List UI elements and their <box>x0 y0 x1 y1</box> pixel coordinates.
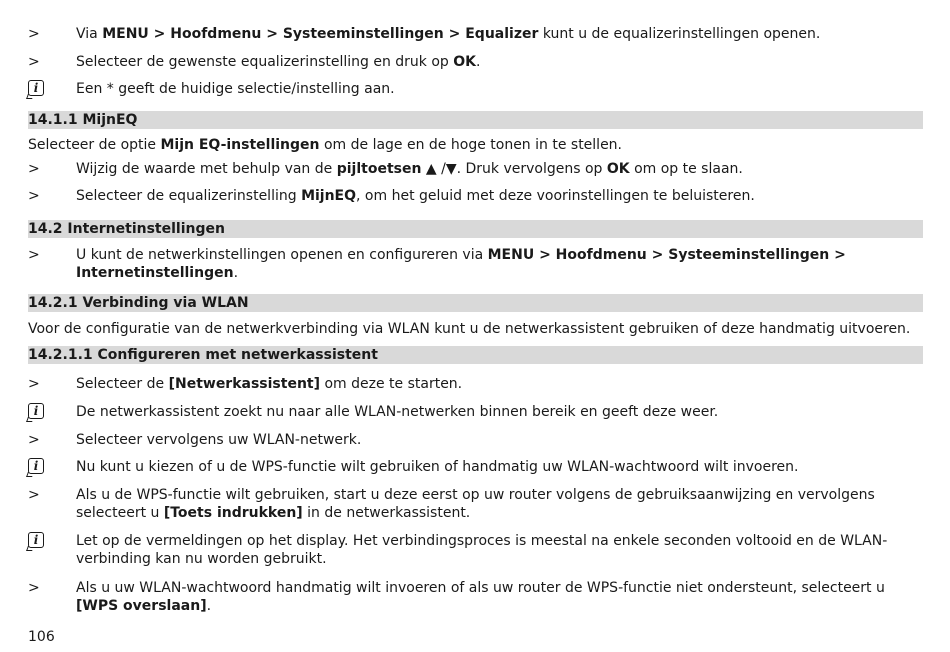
list-item-text: Wijzig de waarde met behulp van de pijltoetsen ▲ /▼. Druk vervolgens op OK om op te slaan. <box>76 161 743 177</box>
info-note <box>28 532 923 568</box>
section-heading: 14.2 Internetinstellingen <box>28 220 923 238</box>
list-item <box>28 246 923 282</box>
list-item <box>28 486 923 522</box>
list-item-text: Selecteer de equalizerinstelling MijnEQ, om het geluid met deze voorinstellingen te beluisteren. <box>76 188 755 204</box>
bullet-marker: > <box>28 376 40 392</box>
list-item-text: Als u de WPS-functie wilt gebruiken, start u deze eerst op uw router volgens de gebruiksaanwijzing en vervolgens selecteert u [Toets indrukken] in de netwerkassistent. <box>76 487 875 521</box>
page-number: 106 <box>28 629 55 645</box>
bullet-marker: > <box>28 247 40 263</box>
bullet-marker: > <box>28 161 40 177</box>
section-heading: 14.2.1 Verbinding via WLAN <box>28 294 923 312</box>
note-text: De netwerkassistent zoekt nu naar alle WLAN-netwerken binnen bereik en geeft deze weer. <box>76 404 719 420</box>
bullet-marker: > <box>28 487 40 503</box>
info-icon <box>28 403 44 419</box>
bullet-marker: > <box>28 188 40 204</box>
list-item-text: Selecteer vervolgens uw WLAN-netwerk. <box>76 432 362 448</box>
list-item <box>28 579 923 615</box>
note-text: Nu kunt u kiezen of u de WPS-functie wilt gebruiken of handmatig uw WLAN-wachtwoord wilt invoeren. <box>76 459 799 475</box>
info-icon <box>28 80 44 96</box>
note-text: Let op de vermeldingen op het display. Het verbindingsproces is meestal na enkele seconden voltooid en de WLAN- verbinding kan nu worden gebruikt. <box>76 533 888 567</box>
list-item-text: Als u uw WLAN-wachtwoord handmatig wilt invoeren of als uw router de WPS-functie niet ondersteunt, selecteert u [WPS overslaan]. <box>76 580 885 614</box>
paragraph: Selecteer de optie Mijn EQ-instellingen om de lage en de hoge tonen in te stellen. <box>28 137 623 153</box>
list-item-text: U kunt de netwerkinstellingen openen en configureren via MENU > Hoofdmenu > Systeeminstellingen > Internetinstellingen. <box>76 247 846 281</box>
bullet-marker: > <box>28 580 40 596</box>
bullet-marker: > <box>28 26 40 42</box>
bullet-marker: > <box>28 432 40 448</box>
section-heading: 14.2.1.1 Configureren met netwerkassistent <box>28 346 923 364</box>
list-item-text: Via MENU > Hoofdmenu > Systeeminstellingen > Equalizer kunt u de equalizerinstellingen openen. <box>76 26 821 42</box>
bullet-marker: > <box>28 54 40 70</box>
list-item-text: Selecteer de gewenste equalizerinstelling en druk op OK. <box>76 54 481 70</box>
note-text: Een * geeft de huidige selectie/instelling aan. <box>76 81 395 97</box>
paragraph: Voor de configuratie van de netwerkverbinding via WLAN kunt u de netwerkassistent gebruiken of deze handmatig uitvoeren. <box>28 321 911 337</box>
info-icon <box>28 532 44 548</box>
info-icon <box>28 458 44 474</box>
section-heading: 14.1.1 MijnEQ <box>28 111 923 129</box>
list-item-text: Selecteer de [Netwerkassistent] om deze te starten. <box>76 376 463 392</box>
